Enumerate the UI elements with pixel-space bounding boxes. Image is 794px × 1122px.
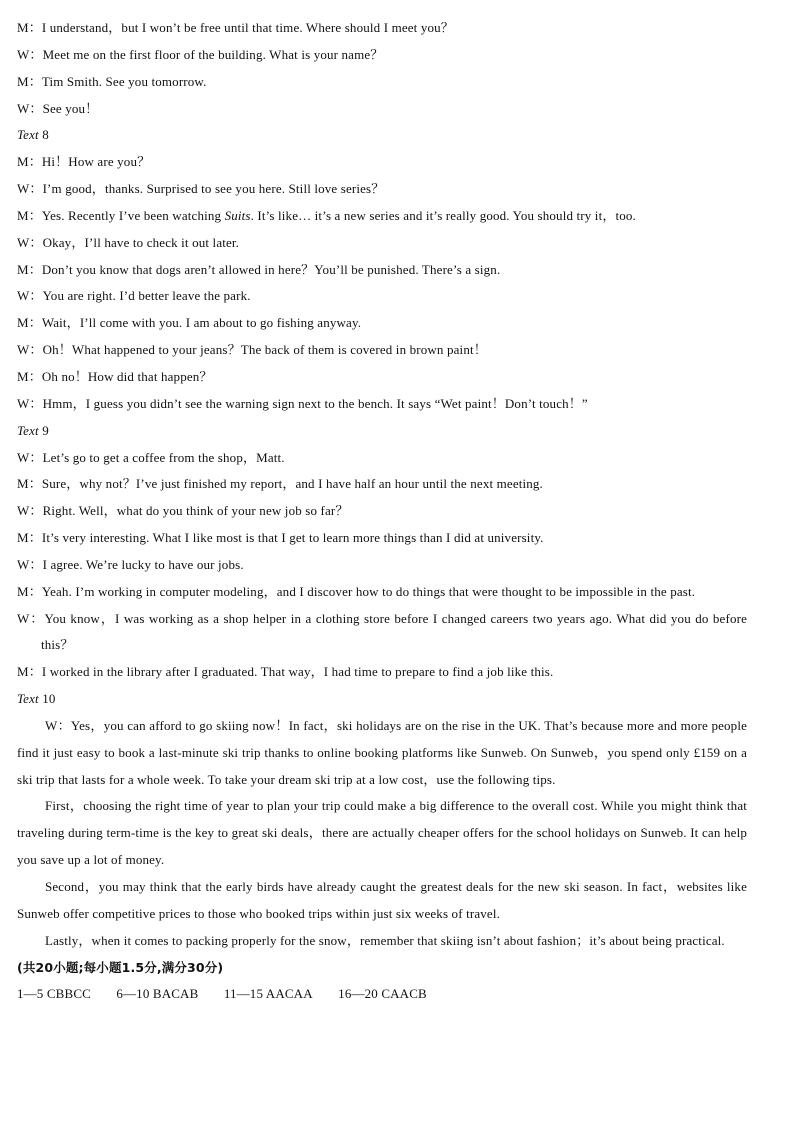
dialog-line: M：Hi！How are you？	[17, 154, 151, 170]
dialog-line: W：Hmm，I guess you didn’t see the warning sign next to the bench. It says “Wet paint！Don’t touch！”	[17, 395, 588, 411]
monologue-paragraph: Second，you may think that the early birds have already caught the greatest deals for the new ski season. In fact，websites like Sunweb offer competitive prices to those who booked trips within just six weeks of travel.	[17, 879, 747, 921]
answer-group: 16—20 CAACB	[338, 986, 427, 1002]
dialog-line: M：Oh no！How did that happen？	[17, 368, 213, 384]
text-10-heading	[17, 686, 747, 713]
answer-key	[17, 981, 747, 1008]
text-8-label: Text	[17, 127, 39, 143]
answer-group: 11—15 AACAA	[223, 986, 313, 1002]
dialog-line: W：Oh！What happened to your jeans？The back of them is covered in brown paint！	[17, 342, 487, 358]
dialog-line: M：Don’t you know that dogs aren’t allowed in here？You’ll be punished. There’s a sign.	[17, 261, 501, 277]
dialog-line: M：It’s very interesting. What I like most is that I get to learn more things than I did at university.	[17, 530, 544, 546]
dialog-line: W：Meet me on the first floor of the building. What is your name？	[17, 46, 384, 62]
text-10-label: Text	[17, 691, 39, 707]
dialog-line: W：Okay，I’ll have to check it out later.	[17, 234, 240, 250]
scoring-note: (共20小题;每小题1.5分,满分30分)	[17, 959, 224, 975]
dialog-line: W：You are right. I’d better leave the park.	[17, 288, 251, 304]
text-8-number: 8	[42, 127, 49, 143]
text-9-number: 9	[42, 422, 49, 438]
dialog-line: M：Wait，I’ll come with you. I am about to go fishing anyway.	[17, 315, 362, 331]
document-page	[17, 15, 747, 1008]
dialog-line: W：You know，I was working as a shop helper in a clothing store before I changed careers two years ago. What did you do before this？	[17, 610, 747, 653]
text-9-heading	[17, 418, 747, 445]
dialog-line: M：I worked in the library after I graduated. That way，I had time to prepare to find a job like this.	[17, 664, 554, 680]
dialog-line: W：Right. Well，what do you think of your new job so far？	[17, 503, 349, 519]
dialog-line: M：Sure，why not？I’ve just finished my report，and I have half an hour until the next meeting.	[17, 476, 543, 492]
dialog-line: W：I agree. We’re lucky to have our jobs.	[17, 556, 244, 572]
dialog-line: W：See you！	[17, 100, 99, 116]
monologue-paragraph: W：Yes，you can afford to go skiing now！In fact，ski holidays are on the rise in the UK. That’s because more and more people find it just easy to book a last-minute ski trip thanks to online booking platforms like Sunweb. On Sunweb，you spend only £159 on a ski trip that lasts for a whole week. To take your dream ski trip at a low cost，use the following tips.	[17, 717, 747, 787]
series-title: Suits	[224, 207, 251, 223]
answer-group: 6—10 BACAB	[116, 986, 199, 1002]
suits-line-before: M：Yes. Recently I’ve been watching	[17, 207, 225, 223]
dialog-line-suits	[17, 203, 747, 230]
monologue-paragraph: Lastly，when it comes to packing properly for the snow，remember that skiing isn’t about fashion；it’s about being practical.	[45, 932, 725, 948]
dialog-line: W：I’m good，thanks. Surprised to see you here. Still love series？	[17, 181, 385, 197]
monologue-paragraph: First，choosing the right time of year to plan your trip could make a big difference to the overall cost. While you might think that traveling during term-time is the key to great ski deals，there are actually cheaper offers for the school holidays on Sunweb. It can help you save up a lot of money.	[17, 798, 747, 868]
suits-line-after: . It’s like… it’s a new series and it’s really good. You should try it，too.	[250, 207, 636, 223]
dialog-line: M：Yeah. I’m working in computer modeling，and I discover how to do things that were thought to be impossible in the past.	[17, 583, 696, 599]
dialog-line: W：Let’s go to get a coffee from the shop，Matt.	[17, 449, 285, 465]
dialog-line: M：I understand，but I won’t be free until that time. Where should I meet you？	[17, 20, 454, 35]
dialog-line: M：Tim Smith. See you tomorrow.	[17, 73, 207, 89]
text-8-heading	[17, 122, 747, 149]
text-10-number: 10	[42, 691, 56, 707]
answer-group: 1—5 CBBCC	[17, 986, 91, 1002]
text-9-label: Text	[17, 422, 39, 438]
